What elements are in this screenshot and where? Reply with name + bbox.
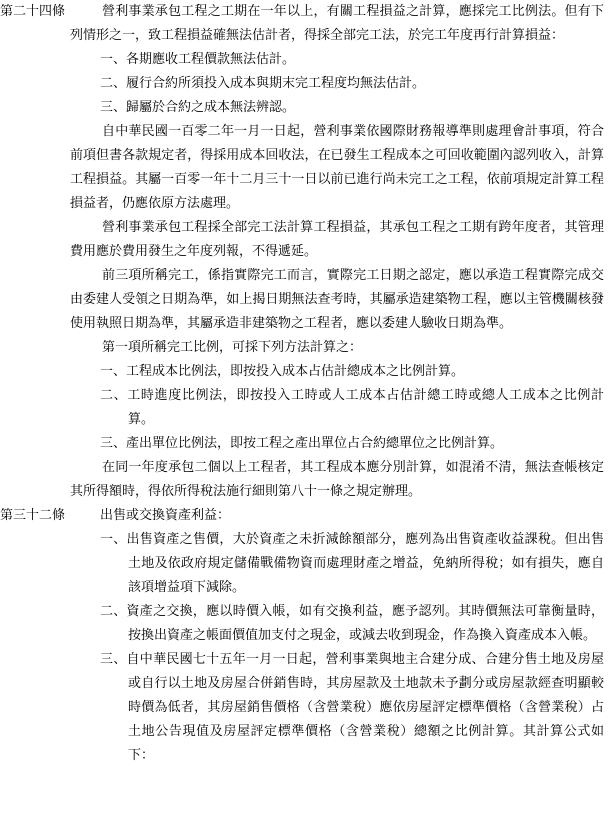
article-24-list1-item-2: 二、履行合約所須投入成本與期末完工程度均無法估計。	[100, 76, 426, 91]
article-32	[0, 504, 610, 768]
article-24-list2-item-3: 三、產出單位比例法，即按工程之產出單位占合約總單位之比例計算。	[100, 436, 504, 451]
article-32-item-2: 二、資產之交換，應以時價入帳，如有交換利益，應予認列。其時價無法可靠衡量時，按換出資產之帳面價值加支付之現金，或減去收到現金，作為換入資產成本入帳。	[100, 604, 604, 643]
article-24-list1-item-3: 三、歸屬於合約之成本無法辨認。	[100, 100, 296, 115]
article-24-paragraph-5: 第一項所稱完工比例，可採下列方法計算之：	[102, 340, 363, 355]
article-24-paragraph-6: 在同一年度承包二個以上工程者，其工程成本應分別計算，如混淆不清，無法查帳核定其所得額時，得依所得稅法施行細則第八十一條之規定辦理。	[70, 460, 604, 499]
article-32-heading: 出售或交換資產利益：	[100, 508, 231, 523]
article-24-paragraph-1: 營利事業承包工程之工期在一年以上，有關工程損益之計算，應採完工比例法。但有下列情形之一，致工程損益確無法估計者，得採全部完工法，於完工年度再行計算損益：	[70, 4, 604, 43]
article-24-paragraph-2: 自中華民國一百零二年一月一日起，營利事業依國際財務報導準則處理會計事項，符合前項但書各款規定者，得採用成本回收法，在已發生工程成本之可回收範圍內認列收入，計算工程損益。其屬一百零一年十二月三十一日以前已進行尚未完工之工程，依前項規定計算工程損益者，仍應依原方法處理。	[70, 124, 604, 211]
article-24-paragraph-4: 前三項所稱完工，係指實際完工而言，實際完工日期之認定，應以承造工程實際完成交由委建人受領之日期為準，如上揭日期無法查考時，其屬承造建築物工程，應以主管機關核發使用執照日期為準，其屬承造非建築物之工程者，應以委建人驗收日期為準。	[70, 268, 604, 331]
article-32-item-3: 三、自中華民國七十五年一月一日起，營利事業與地主合建分成、合建分售土地及房屋或自行以土地及房屋合併銷售時，其房屋款及土地款未予劃分或房屋款經查明顯較時價為低者，其房屋銷售價格（含營業稅）應依房屋評定標準價格（含營業稅）占土地公告現值及房屋評定標準價格（含營業稅）總額之比例計算。其計算公式如下：	[100, 652, 604, 763]
article-24-list1-item-1: 一、各期應收工程價款無法估計。	[100, 52, 296, 67]
article-24-list2-item-1: 一、工程成本比例法，即按投入成本占估計總成本之比例計算。	[100, 364, 465, 379]
article-32-item-1: 一、出售資產之售價，大於資產之未折減餘額部分，應列為出售資產收益課稅。但出售土地及依政府規定儲備戰備物資而處理財產之增益，免納所得稅；如有損失，應自該項增益項下減除。	[100, 532, 604, 595]
article-24-label: 第二十四條	[0, 4, 66, 19]
article-24-paragraph-3: 營利事業承包工程採全部完工法計算工程損益，其承包工程之工期有跨年度者，其管理費用應於費用發生之年度列報，不得遞延。	[70, 220, 604, 259]
article-32-label: 第三十二條	[0, 508, 66, 523]
article-24-list2-item-2: 二、工時進度比例法，即按投入工時或人工成本占估計總工時或總人工成本之比例計算。	[100, 388, 604, 427]
